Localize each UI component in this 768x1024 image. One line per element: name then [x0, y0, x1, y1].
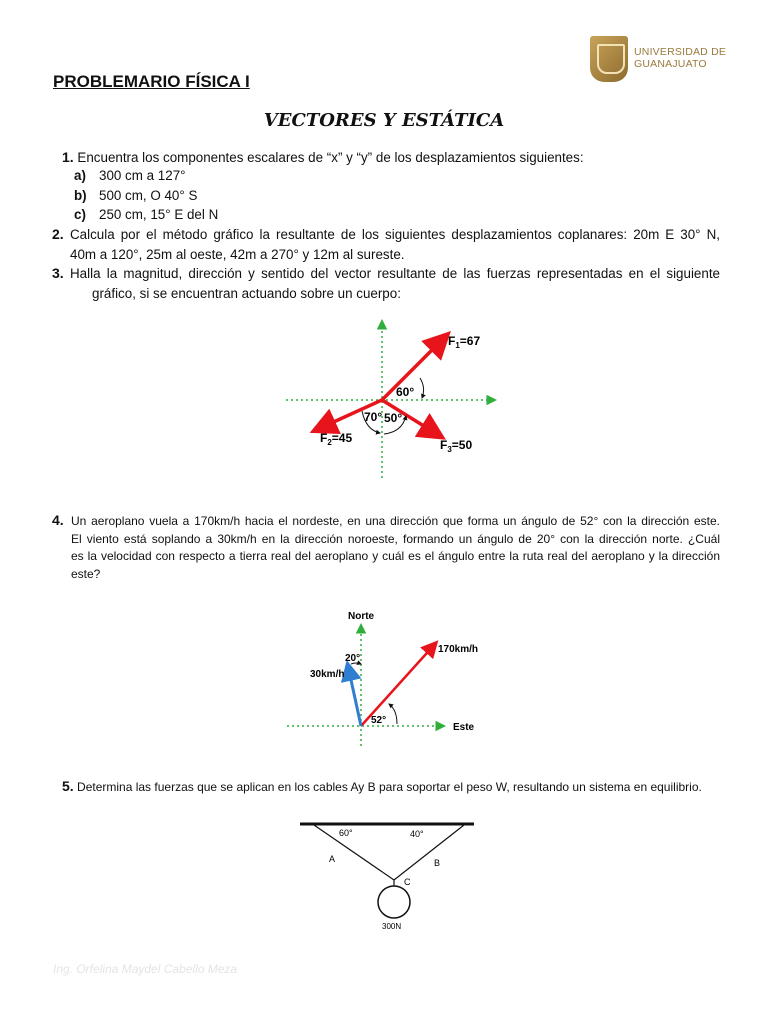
wind-angle-label: 20° [345, 653, 361, 664]
problem-text: Calcula por el método gráfico la resultante de los siguientes desplazamientos coplanares: 20m E 30° N, [70, 227, 720, 242]
problem-text-continued: 40m a 120°, 25m al oeste, 42m a 270° y 12m al sureste. [70, 246, 405, 262]
weight-label: 300N [382, 922, 402, 931]
problem-text-continued: El viento está soplando a 30km/h en la dirección noroeste, formando un ángulo de 20° con la dirección norte. ¿Cuál [71, 531, 720, 546]
problem-text: Halla la magnitud, dirección y sentido del vector resultante de las fuerzas representadas en el siguiente [70, 266, 720, 281]
plane-angle-arc [389, 704, 397, 724]
problem-text-continued: gráfico, si se encuentran actuando sobre un cuerpo: [92, 285, 401, 301]
cable-b-label: B [434, 858, 441, 868]
cables-diagram [296, 818, 478, 936]
problem-1 [62, 148, 584, 168]
plane-speed-label: 170km/h [438, 644, 479, 655]
problem-5 [62, 778, 702, 797]
problem-number: 2. [52, 226, 64, 242]
list-item: b) 500 cm, O 40° S [74, 187, 198, 203]
force-vectors-diagram [280, 318, 500, 484]
list-item: c) 250 cm, 15° E del N [74, 207, 219, 222]
problem-text: Determina las fuerzas que se aplican en los cables Ay B para soportar el peso W, resultando un sistema en equilibrio. [77, 780, 702, 794]
problem-number: 3. [52, 265, 64, 281]
plane-velocity-vector [361, 644, 435, 726]
problem-2 [52, 225, 720, 264]
problem-number: 5. [62, 778, 74, 794]
problem-text: Un aeroplano vuela a 170km/h hacia el nordeste, en una dirección que forma un ángulo de 52° con la dirección este. [71, 514, 720, 528]
angle-arc-60 [420, 378, 424, 398]
page-subtitle: VECTORES Y ESTÁTICA [263, 110, 505, 131]
university-shield-icon [590, 36, 628, 82]
f3-label: $F_3=50$ [440, 438, 473, 454]
airplane-wind-diagram [285, 606, 490, 752]
angle-label-50: 50° [384, 411, 403, 425]
problem-3 [52, 264, 720, 303]
footer-author: Ing. Orfelina Maydel Cabello Meza [53, 962, 238, 976]
f1-label: $F_1=67$ [448, 334, 481, 350]
problem-number: 4. [52, 512, 64, 528]
cable-a [314, 825, 394, 880]
angle-left-label: 60° [339, 828, 353, 838]
problem-number: 1. [62, 149, 74, 165]
problem-text-continued: este? [71, 566, 101, 581]
problem-text-continued: es la velocidad con respecto a tierra real del aeroplano y cuál es el ángulo entre la ruta real del aeroplano y la dirección [71, 549, 720, 563]
knot-label: C [404, 877, 411, 887]
problem-4 [52, 512, 720, 583]
list-item: a) 300 cm a 127° [74, 168, 186, 183]
page-title: PROBLEMARIO FÍSICA I [53, 72, 250, 91]
angle-label-60: 60° [396, 385, 415, 399]
university-logo [590, 34, 738, 86]
angle-label-70: 70° [364, 410, 383, 424]
east-label: Este [453, 722, 475, 733]
wind-velocity-vector [348, 666, 361, 726]
weight-ball [378, 886, 410, 918]
plane-angle-label: 52° [371, 715, 387, 726]
problem-1-items [74, 166, 218, 225]
logo-text: UNIVERSIDAD DE GUANAJUATO [634, 46, 727, 70]
cable-b [394, 825, 464, 880]
problem-text: Encuentra los componentes escalares de “x” y “y” de los desplazamientos siguientes: [77, 150, 584, 165]
wind-speed-label: 30km/h [310, 669, 345, 680]
angle-right-label: 40° [410, 829, 424, 839]
f2-label: $F_2=45$ [320, 431, 353, 447]
north-label: Norte [348, 611, 375, 622]
cable-a-label: A [329, 854, 336, 864]
